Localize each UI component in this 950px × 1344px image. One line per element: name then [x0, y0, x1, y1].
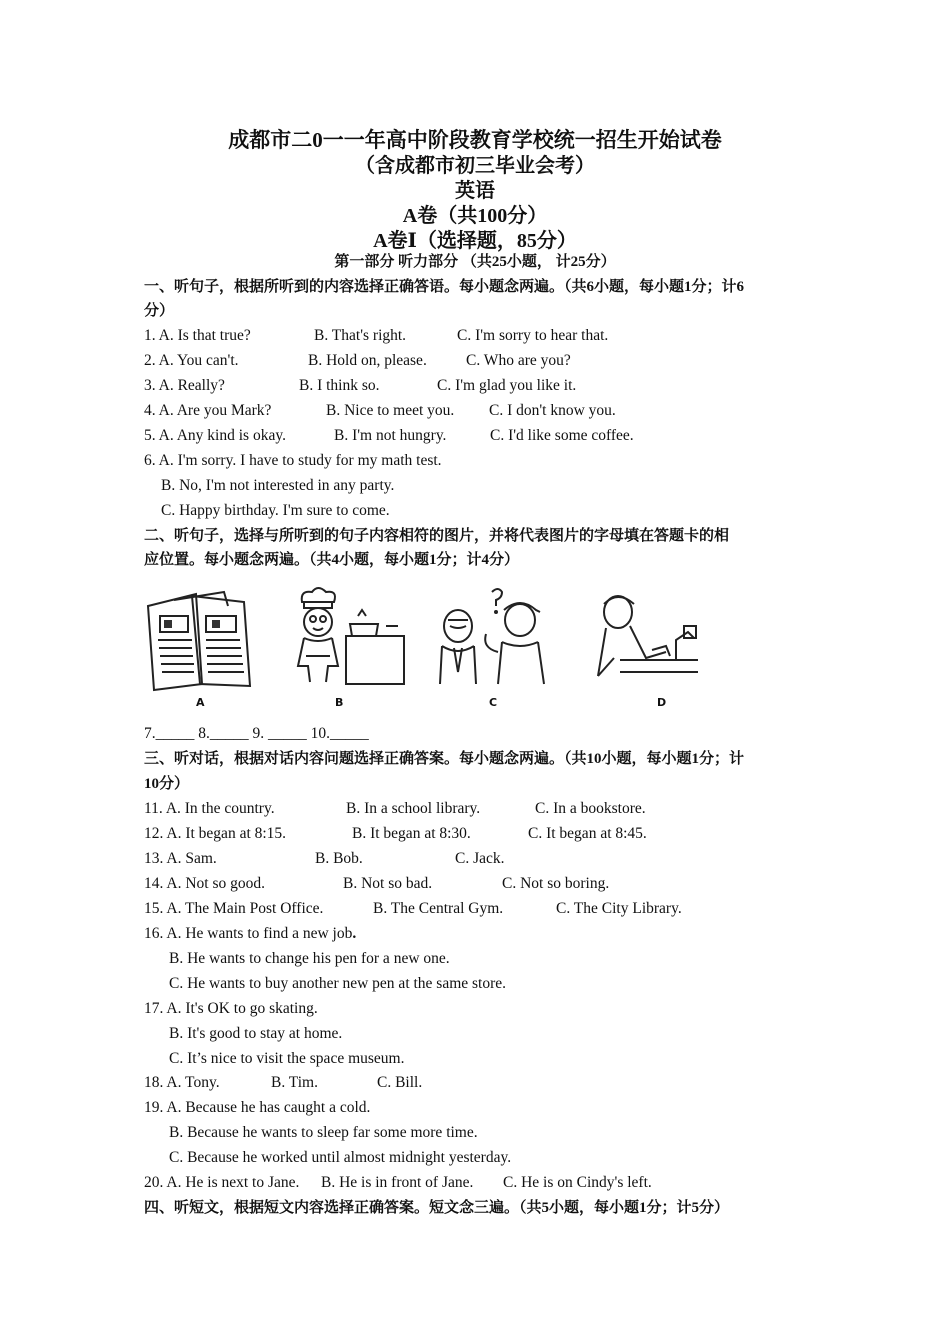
option-a: 13. A. Sam.	[144, 850, 217, 867]
option-b: B. The Central Gym.	[373, 900, 504, 917]
section4-heading: 四、听短文，根据短文内容选择正确答案。短文念三遍。（共5小题，每小题1分；计5分）	[144, 1200, 730, 1216]
option-c: C. Who are you?	[466, 352, 571, 369]
option-a: 20. A. He is next to Jane.	[144, 1174, 300, 1191]
option-b: B. No, I'm not interested in any party.	[161, 477, 395, 494]
option-a: 5. A. Any kind is okay.	[144, 427, 286, 444]
picture-a-newspapers-icon	[144, 586, 256, 694]
subject-title: 英语	[455, 180, 495, 202]
option-b: B. Hold on, please.	[308, 352, 427, 369]
option-b: B. He is in front of Jane.	[321, 1174, 474, 1191]
option-b: B. Tim.	[271, 1074, 318, 1091]
paper-title: A卷（共100分）	[402, 205, 548, 227]
option-c: C. I don't know you.	[489, 402, 616, 419]
option-a: 17. A. It's OK to go skating.	[144, 1000, 318, 1017]
option-b: B. I'm not hungry.	[334, 427, 447, 444]
answer-blanks: 7._____ 8._____ 9. _____ 10._____	[144, 725, 369, 742]
option-c: C. Jack.	[455, 850, 505, 867]
option-a: 2. A. You can't.	[144, 352, 239, 369]
option-b: B. In a school library.	[346, 800, 481, 817]
picture-label-d: D	[657, 696, 667, 709]
section3-heading-cont: 10分）	[144, 776, 190, 792]
picture-label-a: A	[196, 696, 205, 709]
section-title: 第一部分 听力部分 （共25小题， 计25分）	[334, 254, 616, 270]
option-c: C. I'm sorry to hear that.	[457, 327, 609, 344]
picture-label-b: B	[335, 696, 344, 709]
section3-heading: 三、听对话，根据对话内容问题选择正确答案。每小题念两遍。（共10小题，每小题1分；计	[144, 751, 745, 767]
section1-heading: 一、听句子，根据所听到的内容选择正确答语。每小题念两遍。（共6小题，每小题1分；计6	[144, 279, 745, 295]
part-title: A卷Ⅰ（选择题，85分）	[373, 230, 577, 252]
option-a: 18. A. Tony.	[144, 1074, 220, 1091]
exam-title: 成都市二0一一年高中阶段教育学校统一招生开始试卷	[228, 128, 722, 152]
option-c: C. Not so boring.	[502, 875, 610, 892]
option-b: B. That's right.	[314, 327, 407, 344]
section2-heading-cont: 应位置。每小题念两遍。（共4小题，每小题1分；计4分）	[144, 552, 520, 568]
option-a: 6. A. I'm sorry. I have to study for my math test.	[144, 452, 442, 469]
section1-heading-cont: 分）	[144, 303, 175, 319]
option-c: C. Happy birthday. I'm sure to come.	[161, 502, 390, 519]
option-c: C. He wants to buy another new pen at the same store.	[169, 975, 507, 992]
option-b: B. I think so.	[299, 377, 380, 394]
exam-subtitle: （含成都市初三毕业会考）	[355, 155, 595, 177]
option-c: C. I'd like some coffee.	[490, 427, 634, 444]
picture-c-people-question-icon	[436, 586, 552, 694]
option-c: C. It began at 8:45.	[528, 825, 647, 842]
option-a: 1. A. Is that true?	[144, 327, 251, 344]
option-c: C. In a bookstore.	[535, 800, 646, 817]
option-c: C. Because he worked until almost midnight yesterday.	[169, 1149, 512, 1166]
option-a: 11. A. In the country.	[144, 800, 275, 817]
option-c: C. I'm glad you like it.	[437, 377, 577, 394]
option-b: B. It began at 8:30.	[352, 825, 471, 842]
picture-d-writing-desk-icon	[590, 586, 702, 694]
option-a: 14. A. Not so good.	[144, 875, 265, 892]
option-b: B. Nice to meet you.	[326, 402, 455, 419]
option-a: 3. A. Really?	[144, 377, 225, 394]
option-b: B. Not so bad.	[343, 875, 433, 892]
option-a: 4. A. Are you Mark?	[144, 402, 272, 419]
section2-heading: 二、听句子，选择与所听到的句子内容相符的图片，并将代表图片的字母填在答题卡的相	[144, 528, 730, 544]
option-c: C. Bill.	[377, 1074, 423, 1091]
option-b: B. Because he wants to sleep far some more time.	[169, 1124, 478, 1141]
option-a: 15. A. The Main Post Office.	[144, 900, 324, 917]
option-c: C. It’s nice to visit the space museum.	[169, 1050, 405, 1067]
option-a: 19. A. Because he has caught a cold.	[144, 1099, 371, 1116]
option-c: C. The City Library.	[556, 900, 682, 917]
picture-b-cook-icon	[286, 586, 412, 694]
option-b: B. Bob.	[315, 850, 363, 867]
picture-label-c: C	[489, 696, 498, 709]
option-b: B. It's good to stay at home.	[169, 1025, 343, 1042]
option-a: 12. A. It began at 8:15.	[144, 825, 287, 842]
option-c: C. He is on Cindy's left.	[503, 1174, 652, 1191]
option-b: B. He wants to change his pen for a new one.	[169, 950, 450, 967]
option-a: 16. A. He wants to find a new job.	[144, 925, 357, 942]
